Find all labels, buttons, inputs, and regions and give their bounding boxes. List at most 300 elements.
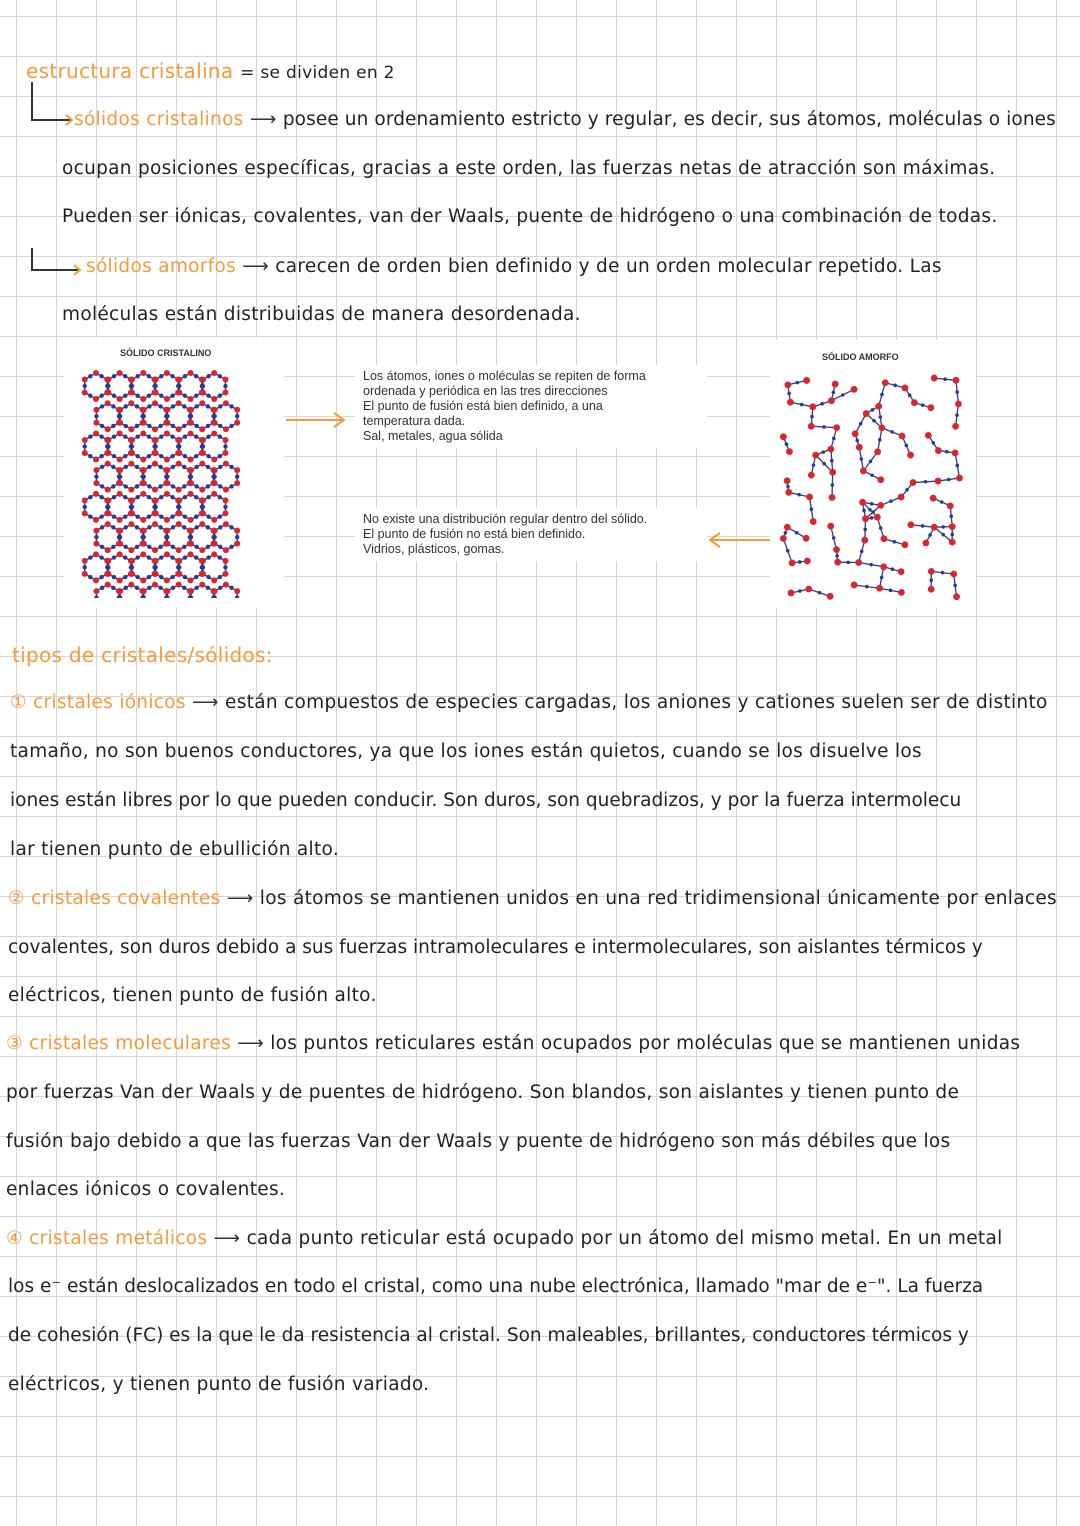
lattice-atom bbox=[159, 435, 163, 439]
network-atom bbox=[874, 448, 881, 455]
lattice-atom bbox=[153, 377, 159, 383]
network-atom bbox=[789, 560, 796, 567]
network-atom bbox=[905, 444, 909, 448]
lattice-atom bbox=[164, 467, 170, 473]
lattice-atom bbox=[83, 444, 87, 448]
lattice-atom bbox=[93, 491, 99, 497]
lattice-atom bbox=[124, 424, 128, 428]
crystalline-figure-title: SÓLIDO CRISTALINO bbox=[120, 348, 212, 358]
lattice-atom bbox=[117, 491, 123, 497]
lattice-atom bbox=[82, 390, 88, 396]
lattice-atom bbox=[234, 420, 240, 426]
lattice-atom bbox=[211, 491, 217, 497]
network-atom bbox=[908, 393, 912, 397]
lattice-atom bbox=[117, 588, 123, 594]
amorphous-figure-title: SÓLIDO AMORFO bbox=[822, 352, 899, 362]
lattice-atom bbox=[142, 414, 146, 418]
lattice-atom bbox=[93, 420, 99, 426]
section-title: estructura cristalina bbox=[26, 59, 234, 83]
lattice-atom bbox=[117, 407, 123, 413]
lattice-atom bbox=[99, 435, 103, 439]
lattice-atom bbox=[218, 394, 222, 398]
lattice-atom bbox=[105, 377, 111, 383]
lattice-atom bbox=[147, 555, 151, 559]
lattice-atom bbox=[189, 535, 193, 539]
lattice-atom bbox=[105, 510, 111, 516]
lattice-atom bbox=[229, 465, 233, 469]
lattice-atom bbox=[82, 437, 88, 443]
lattice-atom bbox=[152, 547, 158, 553]
lattice-atom bbox=[171, 525, 175, 529]
network-atom bbox=[876, 585, 883, 592]
lattice-atom bbox=[140, 517, 146, 523]
lattice-atom bbox=[218, 555, 222, 559]
lattice-atom bbox=[112, 575, 116, 579]
lattice-atom bbox=[153, 390, 159, 396]
network-atom bbox=[803, 535, 810, 542]
lattice-atom bbox=[188, 541, 194, 547]
lattice-atom bbox=[164, 407, 170, 413]
lattice-atom bbox=[135, 575, 139, 579]
lattice-atom bbox=[194, 575, 198, 579]
lattice-atom bbox=[83, 505, 87, 509]
lattice-atom bbox=[188, 480, 194, 486]
lattice-atom bbox=[158, 586, 162, 590]
lattice-atom bbox=[88, 394, 92, 398]
lattice-atom bbox=[218, 454, 222, 458]
lattice-atom bbox=[206, 495, 210, 499]
lattice-atom bbox=[188, 491, 194, 497]
lattice-atom bbox=[153, 571, 159, 577]
network-atom bbox=[795, 531, 799, 535]
network-atom bbox=[808, 472, 815, 479]
network-atom bbox=[810, 507, 814, 511]
lattice-atom bbox=[141, 528, 147, 534]
ionic-text: están compuestos de especies cargadas, los aniones y cationes suelen ser de distinto bbox=[225, 692, 1048, 713]
network-atom bbox=[818, 591, 822, 595]
lattice-atom bbox=[128, 582, 134, 588]
network-atom bbox=[822, 462, 826, 466]
lattice-atom bbox=[105, 487, 111, 493]
lattice-atom bbox=[158, 465, 162, 469]
network-atom bbox=[950, 571, 957, 578]
network-atom bbox=[947, 478, 951, 482]
lattice-atom bbox=[206, 586, 210, 590]
network-atom bbox=[940, 500, 944, 504]
crystalline-description bbox=[355, 365, 707, 448]
lattice-atom bbox=[105, 558, 111, 564]
lattice-atom bbox=[218, 514, 222, 518]
crystalline-term: sólidos cristalinos bbox=[74, 109, 244, 130]
lattice-atom bbox=[200, 450, 206, 456]
lattice-atom bbox=[188, 577, 194, 583]
lattice-atom bbox=[93, 456, 99, 462]
arrow-right-icon: ⟶ bbox=[213, 1228, 241, 1249]
lattice-atom bbox=[164, 370, 170, 376]
lattice-atom bbox=[129, 450, 135, 456]
lattice-atom bbox=[182, 525, 186, 529]
lattice-atom bbox=[206, 424, 210, 428]
network-atom bbox=[953, 377, 960, 384]
lattice-atom bbox=[129, 437, 135, 443]
lattice-atom bbox=[128, 461, 134, 467]
lattice-atom bbox=[129, 377, 135, 383]
types-heading: tipos de cristales/sólidos: bbox=[12, 643, 273, 667]
lattice-atom bbox=[183, 394, 187, 398]
lattice-atom bbox=[183, 575, 187, 579]
network-atom bbox=[898, 494, 905, 501]
lattice-atom bbox=[117, 467, 123, 473]
network-atom bbox=[911, 399, 918, 406]
lattice-atom bbox=[152, 426, 158, 432]
lattice-atom bbox=[188, 430, 194, 436]
lattice-atom bbox=[93, 370, 99, 376]
lattice-atom bbox=[206, 374, 210, 378]
network-atom bbox=[924, 480, 928, 484]
lattice-atom bbox=[176, 437, 182, 443]
network-atom bbox=[949, 523, 956, 530]
lattice-atom bbox=[170, 394, 174, 398]
lattice-atom bbox=[140, 491, 146, 497]
lattice-atom bbox=[112, 435, 116, 439]
lattice-atom bbox=[229, 586, 233, 590]
lattice-atom bbox=[201, 444, 205, 448]
lattice-atom bbox=[176, 450, 182, 456]
lattice-atom bbox=[188, 420, 194, 426]
lattice-atom bbox=[223, 505, 227, 509]
network-atom bbox=[860, 457, 864, 461]
lattice-atom bbox=[140, 370, 146, 376]
lattice-atom bbox=[171, 424, 175, 428]
covalent-term: ② cristales covalentes bbox=[8, 888, 221, 909]
lattice-atom bbox=[153, 444, 157, 448]
lattice-atom bbox=[99, 374, 103, 378]
ionic-line-1 bbox=[10, 690, 1048, 716]
network-atom bbox=[952, 423, 959, 430]
lattice-atom bbox=[94, 414, 98, 418]
lattice-atom bbox=[211, 577, 217, 583]
lattice-atom bbox=[234, 467, 240, 473]
network-atom bbox=[941, 525, 945, 529]
network-atom bbox=[833, 546, 840, 553]
arrow-right-icon: ⟶ bbox=[237, 1033, 265, 1054]
metallic-line-4: eléctricos, y tienen punto de fusión variado. bbox=[8, 1374, 430, 1395]
network-atom bbox=[780, 433, 787, 440]
network-atom bbox=[882, 379, 889, 386]
network-atom bbox=[869, 563, 873, 567]
network-atom bbox=[822, 425, 826, 429]
lattice-atom bbox=[94, 595, 98, 598]
network-atom bbox=[784, 524, 791, 531]
lattice-atom bbox=[99, 514, 103, 518]
lattice-atom bbox=[164, 541, 170, 547]
lattice-atom bbox=[212, 407, 218, 413]
network-atom bbox=[856, 444, 863, 451]
lattice-atom bbox=[111, 484, 115, 488]
lattice-atom bbox=[147, 454, 151, 458]
network-atom bbox=[869, 460, 873, 464]
lattice-atom bbox=[128, 400, 134, 406]
network-atom bbox=[809, 403, 816, 410]
lattice-atom bbox=[206, 465, 210, 469]
network-atom bbox=[786, 485, 790, 489]
lattice-atom bbox=[111, 404, 115, 408]
lattice-atom bbox=[141, 541, 147, 547]
lattice-atom bbox=[176, 497, 182, 503]
network-atom bbox=[889, 499, 893, 503]
lattice-atom bbox=[88, 555, 92, 559]
amorphous-figure bbox=[770, 340, 976, 608]
lattice-atom bbox=[147, 484, 151, 488]
lattice-atom bbox=[188, 467, 194, 473]
lattice-atom bbox=[182, 586, 186, 590]
lattice-atom bbox=[93, 430, 99, 436]
network-atom bbox=[921, 403, 925, 407]
lattice-atom bbox=[118, 414, 122, 418]
lattice-atom bbox=[194, 394, 198, 398]
lattice-atom bbox=[222, 571, 228, 577]
lattice-atom bbox=[211, 396, 217, 402]
lattice-atom bbox=[152, 461, 158, 467]
lattice-atom bbox=[206, 394, 210, 398]
lattice-atom bbox=[211, 456, 217, 462]
lattice-atom bbox=[82, 558, 88, 564]
lattice-atom bbox=[183, 435, 187, 439]
lattice-atom bbox=[141, 407, 147, 413]
crystalline-desc-line: ordenada y periódica en las tres direcciones bbox=[363, 384, 608, 398]
network-atom bbox=[820, 402, 824, 406]
network-atom bbox=[862, 509, 866, 513]
network-atom bbox=[860, 467, 867, 474]
network-atom bbox=[879, 526, 883, 530]
lattice-atom bbox=[147, 435, 151, 439]
lattice-atom bbox=[135, 545, 139, 549]
lattice-atom bbox=[223, 400, 229, 406]
network-atom bbox=[943, 377, 947, 381]
lattice-atom bbox=[112, 495, 116, 499]
lattice-atom bbox=[99, 394, 103, 398]
lattice-atom bbox=[170, 435, 174, 439]
network-atom bbox=[877, 502, 884, 509]
lattice-atom bbox=[135, 555, 139, 559]
lattice-atom bbox=[105, 400, 111, 406]
amorphous-term: sólidos amorfos bbox=[86, 256, 237, 277]
lattice-atom bbox=[147, 514, 151, 518]
lattice-atom bbox=[223, 384, 227, 388]
lattice-atom bbox=[200, 390, 206, 396]
lattice-atom bbox=[218, 586, 222, 590]
lattice-atom bbox=[105, 450, 111, 456]
lattice-atom bbox=[88, 575, 92, 579]
network-atom bbox=[955, 401, 962, 408]
lattice-atom bbox=[194, 374, 198, 378]
network-atom bbox=[881, 535, 888, 542]
lattice-atom bbox=[206, 484, 210, 488]
lattice-atom bbox=[158, 404, 162, 408]
lattice-atom bbox=[99, 555, 103, 559]
lattice-atom bbox=[147, 575, 151, 579]
lattice-atom bbox=[177, 565, 181, 569]
network-atom bbox=[950, 533, 954, 537]
section-title-rest: = se dividen en 2 bbox=[240, 63, 395, 83]
lattice-atom bbox=[129, 571, 135, 577]
lattice-atom bbox=[135, 454, 139, 458]
metallic-text: cada punto reticular está ocupado por un átomo del mismo metal. En un metal bbox=[246, 1228, 1003, 1249]
lattice-atom bbox=[129, 390, 135, 396]
lattice-atom bbox=[123, 495, 127, 499]
network-atom bbox=[879, 425, 886, 432]
crystalline-line-2: ocupan posiciones específicas, gracias a este orden, las fuerzas netas de atracción son máximas. bbox=[62, 158, 996, 179]
ionic-term: ① cristales iónicos bbox=[10, 692, 186, 713]
lattice-atom bbox=[218, 374, 222, 378]
lattice-atom bbox=[171, 545, 175, 549]
lattice-atom bbox=[93, 588, 99, 594]
lattice-atom bbox=[112, 394, 116, 398]
lattice-atom bbox=[83, 384, 87, 388]
network-atom bbox=[907, 521, 914, 528]
network-atom bbox=[902, 385, 909, 392]
network-atom bbox=[784, 381, 791, 388]
lattice-atom bbox=[93, 396, 99, 402]
lattice-atom bbox=[117, 370, 123, 376]
network-atom bbox=[785, 489, 792, 496]
lattice-atom bbox=[183, 555, 187, 559]
network-atom bbox=[871, 510, 875, 514]
lattice-atom bbox=[189, 414, 193, 418]
network-atom bbox=[868, 508, 872, 512]
lattice-atom bbox=[147, 394, 151, 398]
lattice-atom bbox=[124, 545, 128, 549]
lattice-atom bbox=[218, 404, 222, 408]
lattice-atom bbox=[194, 404, 198, 408]
network-atom bbox=[870, 473, 874, 477]
lattice-atom bbox=[223, 426, 229, 432]
lattice-atom bbox=[234, 407, 240, 413]
network-atom bbox=[788, 590, 795, 597]
network-atom bbox=[808, 423, 815, 430]
network-atom bbox=[846, 561, 850, 565]
lattice-atom bbox=[123, 514, 127, 518]
lattice-atom bbox=[223, 461, 229, 467]
lattice-atom bbox=[212, 588, 218, 594]
network-atom bbox=[863, 528, 867, 532]
lattice-atom bbox=[100, 586, 104, 590]
lattice-atom bbox=[147, 586, 151, 590]
lattice-atom bbox=[111, 525, 115, 529]
lattice-atom bbox=[218, 465, 222, 469]
covalent-text: los átomos se mantienen unidos en una red tridimensional únicamente por enlaces bbox=[259, 888, 1057, 909]
network-atom bbox=[899, 433, 906, 440]
lattice-atom bbox=[112, 454, 116, 458]
lattice-atom bbox=[170, 454, 174, 458]
network-atom bbox=[784, 477, 791, 484]
network-atom bbox=[831, 483, 835, 487]
lattice-atom bbox=[118, 474, 122, 478]
lattice-atom bbox=[128, 547, 134, 553]
network-atom bbox=[806, 494, 813, 501]
lattice-atom bbox=[206, 435, 210, 439]
network-atom bbox=[860, 549, 864, 553]
lattice-atom bbox=[194, 435, 198, 439]
lattice-atom bbox=[158, 525, 162, 529]
lattice-atom bbox=[164, 396, 170, 402]
crystalline-line-3: Pueden ser iónicas, covalentes, van der Waals, puente de hidrógeno o una combinación de todas. bbox=[62, 206, 998, 227]
lattice-atom bbox=[222, 450, 228, 456]
lattice-atom bbox=[211, 370, 217, 376]
network-atom bbox=[832, 536, 836, 540]
lattice-atom bbox=[152, 582, 158, 588]
lattice-atom bbox=[105, 461, 111, 467]
network-atom bbox=[804, 558, 811, 565]
lattice-atom bbox=[182, 424, 186, 428]
lattice-atom bbox=[153, 497, 159, 503]
network-atom bbox=[956, 475, 963, 482]
lattice-atom bbox=[206, 404, 210, 408]
lattice-atom bbox=[188, 407, 194, 413]
network-atom bbox=[902, 541, 909, 548]
lattice-atom bbox=[82, 571, 88, 577]
lattice-atom bbox=[234, 541, 240, 547]
lattice-atom bbox=[176, 400, 182, 406]
lattice-atom bbox=[223, 565, 227, 569]
network-atom bbox=[889, 589, 893, 593]
lattice-atom bbox=[222, 377, 228, 383]
lattice-atom bbox=[182, 404, 186, 408]
network-atom bbox=[927, 404, 934, 411]
lattice-atom bbox=[218, 545, 222, 549]
lattice-atom bbox=[170, 374, 174, 378]
lattice-atom bbox=[129, 510, 135, 516]
lattice-atom bbox=[199, 426, 205, 432]
network-atom bbox=[935, 478, 942, 485]
crystalline-desc-line: temperatura dada. bbox=[363, 414, 466, 428]
lattice-atom bbox=[234, 588, 240, 594]
lattice-atom bbox=[164, 517, 170, 523]
lattice-atom bbox=[130, 444, 134, 448]
lattice-atom bbox=[123, 394, 127, 398]
lattice-atom bbox=[183, 514, 187, 518]
lattice-atom bbox=[105, 547, 111, 553]
amorphous-description bbox=[355, 508, 707, 561]
network-atom bbox=[949, 514, 953, 518]
lattice-atom bbox=[218, 495, 222, 499]
lattice-atom bbox=[130, 384, 134, 388]
lattice-atom bbox=[201, 505, 205, 509]
arrow-right-icon: ⟶ bbox=[242, 256, 270, 277]
lattice-atom bbox=[100, 404, 104, 408]
lattice-atom bbox=[124, 525, 128, 529]
lattice-atom bbox=[222, 437, 228, 443]
network-atom bbox=[841, 393, 845, 397]
lattice-atom bbox=[223, 521, 229, 527]
lattice-atom bbox=[222, 558, 228, 564]
lattice-atom bbox=[94, 474, 98, 478]
lattice-atom bbox=[135, 374, 139, 378]
metallic-line-1 bbox=[6, 1226, 1003, 1252]
covalent-line-2: covalentes, son duros debido a sus fuerzas intramoleculares e intermoleculares, son aislantes térmicos y bbox=[8, 937, 983, 958]
lattice-atom bbox=[93, 528, 99, 534]
lattice-atom bbox=[218, 575, 222, 579]
lattice-atom bbox=[100, 525, 104, 529]
lattice-atom bbox=[140, 577, 146, 583]
arrow-left-icon bbox=[704, 528, 772, 552]
crystalline-desc-line: Los átomos, iones o moléculas se repiten de forma bbox=[363, 369, 646, 383]
lattice-atom bbox=[135, 525, 139, 529]
lattice-atom bbox=[123, 555, 127, 559]
lattice-atom bbox=[164, 491, 170, 497]
lattice-atom bbox=[82, 510, 88, 516]
lattice-atom bbox=[212, 467, 218, 473]
